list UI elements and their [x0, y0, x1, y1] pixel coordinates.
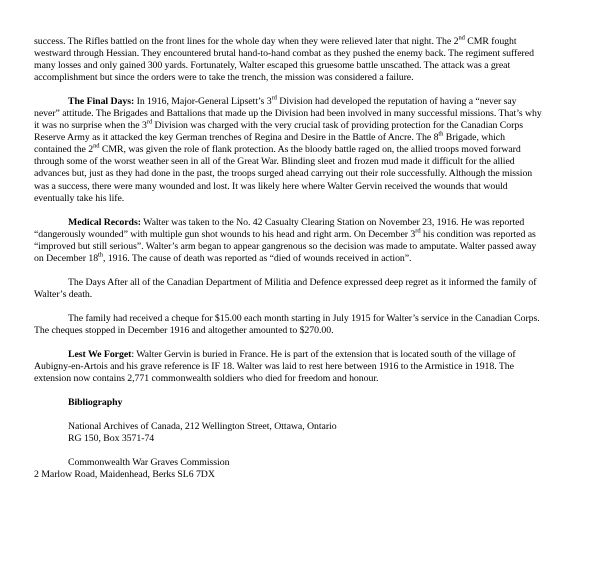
paragraph-days-after: The Days After all of the Canadian Department of Militia and Defence expressed deep regret as it informed the family of Walter’s death.: [34, 276, 537, 300]
paragraph-cheque: The family had received a cheque for $15.00 each month starting in July 1915 for Walter’s service in the Canadian Corps. The cheques stopped in December 1916 and altogether amounted to $270.00.: [34, 312, 540, 336]
paragraph-battle-summary: [34, 36, 544, 84]
bibliography-line: National Archives of Canada, 212 Wellington Street, Ottawa, Ontario: [68, 421, 337, 433]
superscript: rd: [271, 94, 277, 102]
superscript: rd: [146, 119, 153, 127]
bibliography-line: 2 Marlow Road, Maidenhead, Berks SL6 7DX: [34, 469, 215, 481]
superscript: th: [98, 251, 104, 259]
paragraph-final-days: [34, 96, 544, 204]
text-run: CMR fought westward through Hessian. They encountered brutal hand-to-hand combat as they pushed the enemy back. The regiment suffered many losses and only gained 300 yards. Fortunately, Walter escaped this gruesome battle unscathed. The attack was a great accomplishment but since the orders were to take the trench, the mission was considered a failure.: [34, 36, 534, 84]
paragraph-medical-records: [34, 217, 544, 265]
text-run: success. The Rifles battled on the front lines for the whole day when they were relieved later that night. The 2: [34, 36, 459, 47]
text-run: , 1916. The cause of death was reported as “died of wounds received in action”.: [103, 252, 412, 264]
bibliography-entry-cwgc: [34, 457, 544, 481]
section-heading-medical-records: Medical Records:: [68, 216, 141, 228]
paragraph-lest-we-forget: [34, 349, 544, 385]
bibliography-line: Commonwealth War Graves Commission: [68, 457, 230, 469]
text-run: his condition was reported as “improved but still serious”. Walter’s arm began to appear gangrenous so the decision was made to amputate. Walter passed away on December 18: [34, 228, 537, 264]
section-heading-final-days: The Final Days:: [68, 96, 135, 108]
text-run: Brigade, which contained the 2: [34, 132, 505, 156]
superscript: nd: [458, 34, 465, 42]
superscript: th: [438, 131, 444, 139]
section-heading-lest-we-forget: Lest We Forget: [68, 348, 132, 360]
bibliography-line: RG 150, Box 3571-74: [68, 433, 155, 445]
superscript: rd: [415, 227, 421, 235]
bibliography-heading: Bibliography: [68, 397, 123, 409]
text-run: In 1916, Major-General Lipsett’s 3: [134, 96, 272, 108]
text-run: Division had developed the reputation of having a “never say never” attitude. The Brigades and Battalions that made up the Division had been involved in many successful missions. That’s why it was no surprise when the 3: [34, 96, 542, 132]
text-run: CMR, was given the role of flank protection. As the bloody battle raged on, the allied troops moved forward through some of the worst weather seen in all of the Great War. Blinding sleet and frozen mud made it difficult for the allied advances but, just as they had done in the past, the troops surged ahead carrying out their role successfully. Although the mission was a success, there were many wounded and lost. It was likely here where Walter Gervin received the wounds that would eventually take his life.: [34, 144, 533, 204]
bibliography-entry-archives: [68, 421, 544, 445]
superscript: nd: [93, 143, 100, 151]
text-run: Walter was taken to the No. 42 Casualty Clearing Station on November 23, 1916. He was reported “dangerously wounded” with multiple gun shot wounds to his head and right arm. On December 3: [34, 216, 525, 240]
text-run: : Walter Gervin is buried in France. He is part of the extension that is located south of the village of Aubigny-en-Artois and his grave reference is IF 18. Walter was laid to rest here between 1916 to the Armistice in 1918. The extension now contains 2,771 commonwealth soldiers who died for freedom and honour.: [34, 348, 516, 385]
text-run: Division was charged with the very crucial task of providing protection for the Canadian Corps Reserve Army as it attacked the key German trenches of Regina and Desire in the Battle of Ancre. The 8: [34, 120, 523, 144]
